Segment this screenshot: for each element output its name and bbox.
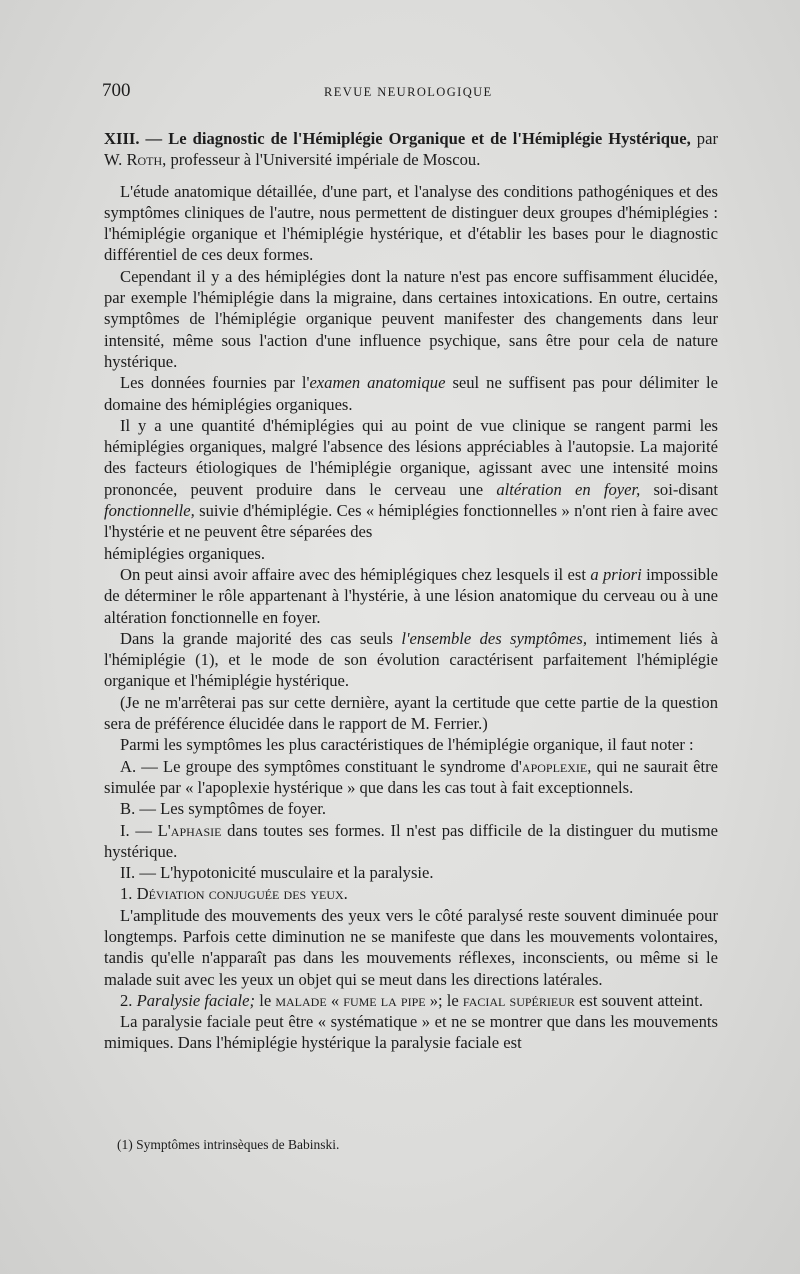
- author-name: Roth,: [126, 150, 167, 170]
- text-fragment: On peut ainsi avoir affaire avec des hémiplégiques chez lesquels il est: [120, 564, 586, 584]
- paragraph-parenthetical: (Je ne m'arrêterai pas sur cette dernière, ayant la certitude que cette partie de la question sera de préférence élucidée dans le rapport de M. Ferrier.): [104, 692, 718, 734]
- emphasis-fonctionnelle: fonctionnelle,: [104, 501, 195, 521]
- list-item-1: [104, 883, 718, 904]
- byline: par W.: [104, 129, 718, 170]
- smallcaps-facial: facial supérieur: [462, 990, 575, 1010]
- paragraph-cependant: Cependant il y a des hémiplégies dont la nature n'est pas encore suffisamment élucidée, par exemple l'hémiplégie dans la migraine, dans certaines intoxications. En outre, certains symptômes de l'hémiplégie organique peuvent manifester des changements dans leur intensité, même sous l'action d'une influence psychique, sans être pour cela de nature hystérique.: [104, 266, 718, 371]
- text-fragment: le: [259, 990, 272, 1010]
- smallcaps-aphasie: aphasie: [170, 820, 222, 840]
- paragraph-amplitude: L'amplitude des mouvements des yeux vers le côté paralysé reste souvent diminuée pour longtemps. Parfois cette diminution ne se manifeste que dans les mouvements volontaires, tandis qu'elle n'apparaît pas dans les mouvements réflexes, inconscients, ou même si le malade suit avec les yeux un objet qui se meut dans les directions latérales.: [104, 905, 718, 989]
- paragraph-paralysie: La paralysie faciale peut être « systématique » et ne se montrer que dans les mouvements mimiques. Dans l'hémiplégie hystérique la paralysie faciale est: [104, 1012, 718, 1053]
- list-item-a: [104, 756, 718, 799]
- list-item-2: [104, 990, 718, 1011]
- paragraph-on-peut: [104, 564, 718, 628]
- running-head: [102, 80, 714, 104]
- list-item-b: B. — Les symptômes de foyer.: [120, 799, 327, 819]
- text-fragment: suivie d'hémiplégie. Ces « hémiplégies fonctionnelles » n'ont rien à faire avec l'hystérie et ne peuvent être séparées des: [104, 501, 718, 542]
- text-fragment: dans toutes ses formes. Il n'est pas difficile de la distinguer du mutisme hystérique.: [104, 820, 718, 861]
- text-fragment: Les données fournies par l': [120, 373, 310, 393]
- journal-title: REVUE NEUROLOGIQUE: [324, 85, 493, 99]
- author-affiliation: professeur à l'Université impériale de Moscou.: [170, 150, 481, 170]
- paragraph-parmi: Parmi les symptômes les plus caractéristiques de l'hémiplégie organique, il faut noter :: [120, 735, 694, 755]
- text-fragment: saurait être simulée par « l'apoplexie hystérique » que dans les cas tout à fait exceptionnels.: [104, 756, 718, 797]
- text-fragment: qui ne: [596, 756, 639, 776]
- emphasis-examen: examen anatomique: [309, 373, 446, 393]
- text-fragment: est souvent atteint.: [579, 990, 703, 1010]
- text-fragment: intimement liés à l'hémiplégie (1), et le mode de son évolution caractérisent parfaitement l'hémiplégie organique et l'hémiplégie hystérique.: [104, 628, 719, 691]
- text-fragment: A. — Le groupe des symptômes constituant le syndrome d': [120, 756, 522, 776]
- text-fragment: soi-disant: [653, 479, 718, 499]
- footnote: (1) Symptômes intrinsèques de Babinski.: [117, 1137, 340, 1152]
- text-fragment: 1.: [120, 884, 133, 904]
- paragraph-intro: L'étude anatomique détaillée, d'une part, et l'analyse des conditions pathogéniques et des symptômes cliniques de l'autre, nous permettent de distinguer deux groupes d'hémiplégies : l'hémiplégie organique et l'hémiplégie hystérique, et d'établir les bases pour le diagnostic différentiel de ces deux formes.: [104, 181, 718, 265]
- paragraph-donnees: [104, 372, 718, 415]
- text-fragment: I. — L': [120, 820, 171, 840]
- text-fragment: impossible de déterminer le rôle appartenant à l'hystérie, à une lésion anatomique du cerveau ou à une altération fonctionnelle en foyer.: [104, 564, 718, 627]
- emphasis-ensemble: l'ensemble des symptômes,: [401, 628, 588, 648]
- emphasis-alteration: altération en foyer,: [496, 479, 641, 499]
- list-item-i: [104, 820, 718, 863]
- smallcaps-deviation: Déviation conjuguée des yeux.: [136, 884, 348, 904]
- list-item-ii: II. — L'hypotonicité musculaire et la paralysie.: [120, 863, 434, 883]
- article-title: Le diagnostic de l'Hémiplégie Organique et de l'Hémiplégie Hystérique,: [168, 129, 691, 148]
- text-fragment: seul ne suffisent pas pour délimiter le domaine des hémiplégies organiques.: [104, 373, 718, 414]
- text-fragment: Dans la grande majorité des cas seuls: [120, 628, 394, 648]
- article-title-block: [104, 128, 718, 171]
- emphasis-paralysie: Paralysie faciale;: [136, 990, 256, 1010]
- text-fragment: Il y a une quantité d'hémiplégies qui au point de vue clinique se rangent parmi les hémiplégies organiques, malgré l'absence des lésions appréciables à l'autopsie. La majorité des facteurs étiologiques de l'hémiplégie organique, agissant avec une intensité moins prononcée, peuvent produire dans le cerveau une: [104, 415, 718, 499]
- emphasis-a-priori: a priori: [590, 564, 642, 584]
- paragraph-quantite: [104, 415, 718, 543]
- page-number: 700: [102, 80, 131, 101]
- paragraph-continuation: hémiplégies organiques.: [104, 543, 265, 563]
- article-number: XIII. —: [104, 129, 163, 148]
- text-fragment: ; le: [438, 990, 459, 1010]
- paragraph-majorite: [104, 628, 718, 692]
- article-body: [104, 128, 718, 1054]
- text-fragment: 2.: [120, 990, 133, 1010]
- smallcaps-apoplexie: apoplexie,: [521, 756, 592, 776]
- smallcaps-malade: malade « fume la pipe »: [275, 990, 439, 1010]
